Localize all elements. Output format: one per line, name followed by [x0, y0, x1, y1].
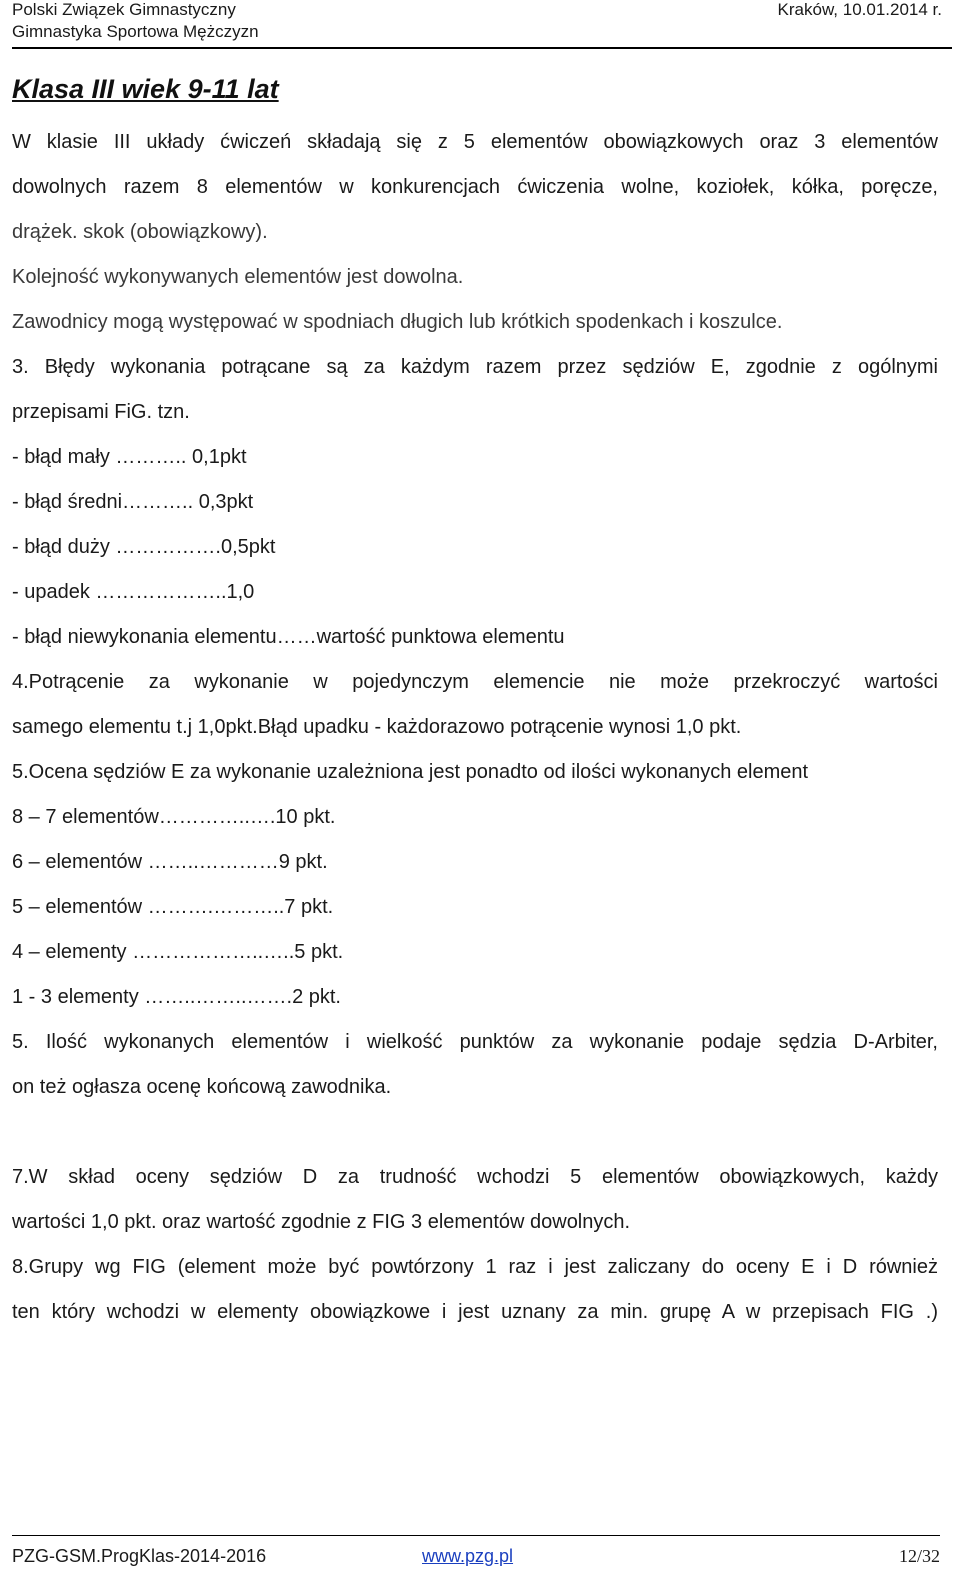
- page-title: Klasa III wiek 9-11 lat: [12, 74, 279, 104]
- list-item: 1 - 3 elementy ……..……..…….2 pkt.: [12, 986, 341, 1008]
- document-body: [12, 120, 938, 1335]
- list-item: - błąd niewykonania elementu……wartość punktowa elementu: [12, 626, 565, 648]
- paragraph-line: W klasie III układy ćwiczeń składają się z 5 elementów obowiązkowych oraz 3 elementów: [12, 131, 938, 153]
- paragraph-line: 4.Potrącenie za wykonanie w pojedynczym elemencie nie może przekroczyć wartości: [12, 671, 938, 693]
- paragraph-line: 5. Ilość wykonanych elementów i wielkość punktów za wykonanie podaje sędzia D-Arbiter,: [12, 1031, 938, 1053]
- paragraph-line: Zawodnicy mogą występować w spodniach długich lub krótkich spodenkach i koszulce.: [12, 311, 783, 333]
- list-item: 6 – elementów ……..…………9 pkt.: [12, 851, 328, 873]
- paragraph-line: 3. Błędy wykonania potrącane są za każdym razem przez sędziów E, zgodnie z ogólnymi: [12, 356, 938, 378]
- header-divider: [12, 47, 952, 49]
- footer-page-number: 12/32: [898, 1546, 940, 1566]
- paragraph-line: 8.Grupy wg FIG (element może być powtórzony 1 raz i jest zaliczany do oceny E i D również: [12, 1256, 938, 1278]
- paragraph-line: drążek. skok (obowiązkowy).: [12, 221, 268, 243]
- list-item: - błąd duży …………….0,5pkt: [12, 536, 276, 558]
- list-item: - upadek ………………..1,0: [12, 581, 255, 603]
- list-item: - błąd średni……….. 0,3pkt: [12, 491, 254, 513]
- header-discipline: Gimnastyka Sportowa Mężczyzn: [12, 22, 259, 41]
- paragraph-line: wartości 1,0 pkt. oraz wartość zgodnie z FIG 3 elementów dowolnych.: [12, 1211, 631, 1233]
- list-item: 8 – 7 elementów…………..….10 pkt.: [12, 806, 336, 828]
- paragraph-line: on też ogłasza ocenę końcową zawodnika.: [12, 1076, 392, 1098]
- paragraph-line: 5.Ocena sędziów E za wykonanie uzależniona jest ponadto od ilości wykonanych element: [12, 761, 809, 783]
- footer-website-link[interactable]: www.pzg.pl: [422, 1546, 514, 1566]
- footer-doc-code: PZG-GSM.ProgKlas-2014-2016: [12, 1546, 267, 1566]
- paragraph-line: 7.W skład oceny sędziów D za trudność wchodzi 5 elementów obowiązkowych, każdy: [12, 1166, 938, 1188]
- paragraph-line: ten który wchodzi w elementy obowiązkowe i jest uznany za min. grupę A w przepisach FIG .): [12, 1301, 938, 1323]
- list-item: 4 – elementy ………………..…..5 pkt.: [12, 941, 344, 963]
- list-item: - błąd mały ……….. 0,1pkt: [12, 446, 247, 468]
- header-org: Polski Związek Gimnastyczny: [12, 0, 236, 19]
- paragraph-line: Kolejność wykonywanych elementów jest dowolna.: [12, 266, 464, 288]
- paragraph-line: dowolnych razem 8 elementów w konkurencjach ćwiczenia wolne, koziołek, kółka, poręcze,: [12, 176, 938, 198]
- paragraph-gap: [12, 1110, 938, 1155]
- footer-divider: [12, 1535, 940, 1536]
- header-place-date: Kraków, 10.01.2014 r.: [777, 0, 942, 19]
- paragraph-line: przepisami FiG. tzn.: [12, 401, 190, 423]
- paragraph-line: samego elementu t.j 1,0pkt.Błąd upadku - każdorazowo potrącenie wynosi 1,0 pkt.: [12, 716, 742, 738]
- list-item: 5 – elementów ……….………..7 pkt.: [12, 896, 334, 918]
